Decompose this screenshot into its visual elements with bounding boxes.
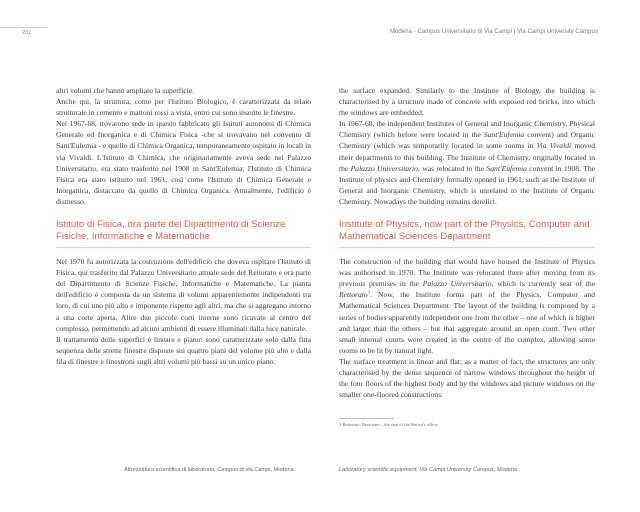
paragraph: The surface treatment is linear and flat; as a matter of fact, the structures are only characterised by the dense sequence of narrow windows throughout the height of the four floors of the highest body and by the windows and picture windows on the smaller one-floored constructions. bbox=[339, 356, 595, 400]
italic-term: Palazzo Universitario bbox=[422, 279, 492, 289]
caption-en: Laboratory scientific equipment, Via Campi University Campus, Modena bbox=[339, 467, 518, 473]
italic-term: Palazzo Universitario bbox=[350, 163, 418, 173]
section-heading-en: Institute of Physics, now part of the Physics, Computer and Mathematical Sciences Department bbox=[339, 219, 595, 248]
paragraph bbox=[339, 118, 595, 207]
footnote-rule bbox=[339, 418, 394, 419]
caption-it: Attrezzatura scientifica di laboratorio, Campus di via Campi, Modena bbox=[124, 467, 294, 473]
text-run: , was relocated to the bbox=[417, 163, 487, 173]
paragraph: Il trattamento delle superfici è lineare e piano: sono caratterizzate solo dalla fitta sequenza delle strette finestre disposte sui quattro piani del volume più alto e dalla fila di finestre e finestroni sugli altri volumi più bassi su un unico piano. bbox=[56, 334, 311, 366]
text-run: convent) and Organic Chemistry (which was temporarily located in some rooms in bbox=[339, 130, 596, 151]
paragraph bbox=[339, 256, 595, 356]
italic-term: Sant'Eufemia bbox=[483, 130, 525, 140]
page-number: 202 bbox=[22, 30, 32, 36]
paragraph: Nel 1970 fu autorizzata la costruzione dell'edificio che doveva ospitare l'Istituto di Fisica, qui trasferito dal Palazzo Universitario attuale sede del Rettorato e ora parte del Dipartimento di Scienze Fisiche, Informatiche e Matematiche. La pianta dell'edificio è composta da un sistema di volumi apparentemente indipendenti tra loro, di cui uno più alto e imponente rispetto agli altri, ma che si aggregano intorno a una corte aperta. Altre due piccole corti interne sono ricavate al centro del complesso, permettendo ad alcuni ambienti di essere illuminati dalla luce naturale. bbox=[56, 257, 311, 333]
text-run: . Now, the Institute forms part of the Physics, Computer and Mathematical Sciences Department. The layout of the building is composed by a series of bodies apparently independent one from the other – one of which is higher and larger than the others – but that aggregate around an open court. Two other small internal courts were created in the centre of the complex, allowing some rooms to be lit by natural light. bbox=[339, 290, 595, 355]
paragraph: Nel 1967-68, trovarono sede in questo fabbricato gli Istituti autonomi di Chimica Generale ed Inorganica e di Chimica Fisica -che si trovavano nel convento di Sant'Eufemia - e quello di Chimica Organica, temporaneamente ospitato in locali in via Vivaldi. L'Istituto di Chimica, che originariamente aveva sede nel Palazzo Universitario, era stato trasferito nel 1908 in Sant'Eufemia; l'Istituto di Chimica Fisica era stato istituito nel 1961, così come l'Istituto di Chimica Generale e Inorganica, distaccato da quello di Chimica Organica. Attualmente, l'edificio è dismesso. bbox=[56, 119, 311, 206]
right-column-english bbox=[339, 85, 595, 428]
italic-term: Rettorato bbox=[339, 290, 368, 300]
text-run: convent in 1908. The Institute of physics and Chemistry formally opened in 1961, such as the Institute of General and Inorganic Chemistry, which is unrelated to the Institute of Organic Chemistry. Nowadays the building remains derelict. bbox=[339, 163, 595, 206]
left-column-italian bbox=[56, 85, 311, 367]
section-heading-it: Istituto di Fisica, ora parte del Dipartimento di Scienze Fisiche, Informatiche e Matematiche bbox=[56, 219, 311, 248]
footnote-marker[interactable]: 3 bbox=[367, 289, 370, 295]
section-body-en bbox=[339, 256, 595, 400]
section-body-it bbox=[56, 256, 311, 367]
italic-term: Sant'Eufemia bbox=[486, 163, 527, 173]
italic-term: Via Vivaldi bbox=[536, 141, 572, 151]
footnote: 3 Rettorato: Rectorate – the seat of the Rector's office bbox=[339, 422, 438, 428]
text-run: The construction of the building that would have housed the Institute of Physics was authorised in 1970. The Institute was relocated there after moving from its previous premises in the bbox=[339, 257, 595, 289]
paragraph: the surface expanded. Similarly to the Institute of Biology, the building is characterised by a structure made of concrete with exposed red bricks, into which the windows are embedded. bbox=[339, 86, 595, 118]
text-run: In 1967-68, the independent Institutes of General and Inorganic Chemistry, Physical Chemistry (which before were located in the bbox=[339, 119, 595, 140]
running-head: Modena - Campus Universitario di Via Campi | Via Campi University Campus bbox=[389, 29, 598, 35]
paragraph: Anche qui, la struttura, come per l'Istituto Biologico, è caratterizzata da telaio strutturale in cemento e mattoni rossi a vista, entro cui sono inserite le finestre. bbox=[56, 97, 311, 118]
text-run: , which is currently seat of the bbox=[491, 279, 595, 289]
paragraph: altri volumi che hanno ampliato la superficie. bbox=[56, 86, 195, 95]
text-run: moved their departments to this building. The Institute of Chemistry, originally located in the bbox=[339, 141, 595, 173]
header-rule bbox=[0, 27, 47, 28]
